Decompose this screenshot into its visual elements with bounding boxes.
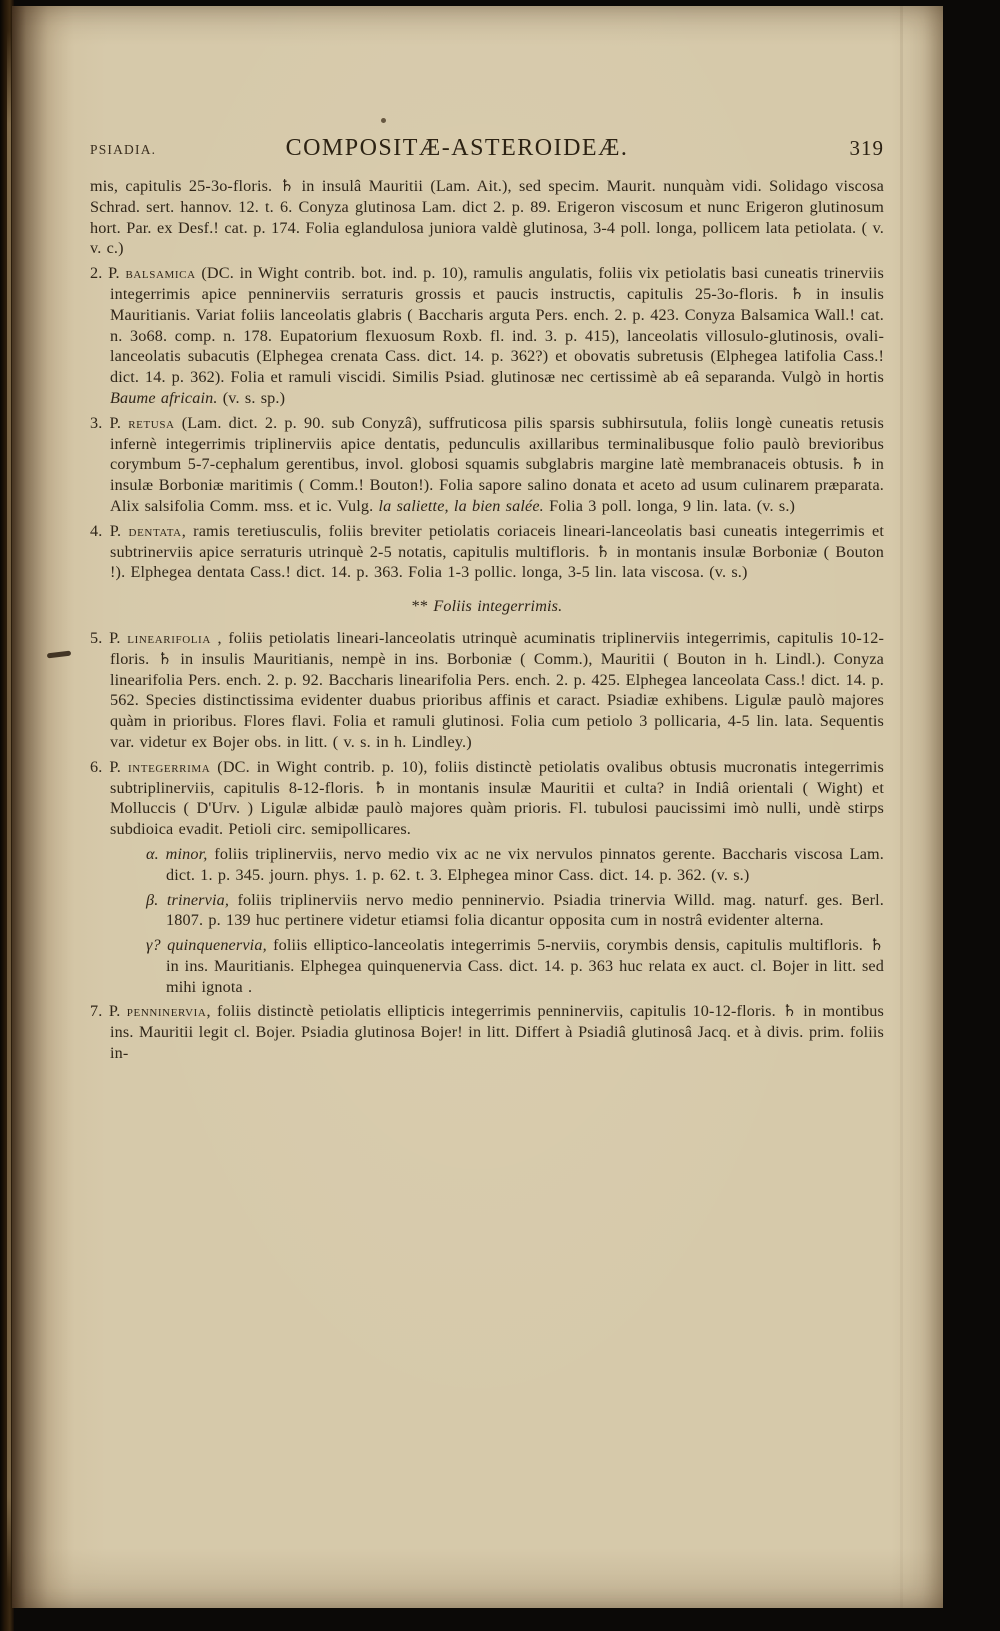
text-segment: Baume africain.: [110, 388, 218, 407]
paragraph: [90, 628, 884, 753]
paragraph: [90, 176, 884, 259]
text-segment: (DC. in Wight contrib. p. 10), foliis distinctè petiolatis ovalibus obtusis mucronatis integerrimis subtriplinerviis, capitulis 8-12-floris. ♄ in montanis insulæ Mauritii et culta? in Indiâ orientali ( Wight) et Molluccis ( D'Urv. ) Ligulæ albidæ paulò majores quàm prioris. Fl. tubulosi paucissimi imò nulli, undè stirps subdioica evadit. Petioli circ. semipollicares.: [110, 757, 884, 839]
paragraph: [90, 757, 884, 840]
text-block: [90, 118, 884, 1068]
text-segment: Foliis integerrimis.: [433, 597, 563, 616]
text-segment: linearifolia: [127, 628, 211, 647]
text-segment: (v. s. sp.): [217, 388, 286, 407]
page-paper: [12, 6, 943, 1608]
section-heading: [90, 596, 884, 617]
text-segment: 7. P.: [90, 1002, 127, 1021]
text-segment: **: [411, 597, 434, 616]
paragraph: [90, 413, 884, 517]
text-segment: dentata: [128, 521, 182, 540]
text-segment: retusa: [128, 413, 175, 432]
text-segment: β. trinervia,: [146, 890, 230, 909]
text-segment: 2. P.: [90, 264, 126, 283]
text-segment: , foliis distinctè petiolatis ellipticis integerrimis penninerviis, capitulis 10-12-floris. ♄ in montibus ins. Mauritii legit cl. Bojer. Psiadia glutinosa Bojer! in litt. Differt à Psiadiâ glutinosâ Jacq. et à divis. prim. foliis in-: [110, 1002, 884, 1063]
paragraph: [90, 521, 884, 583]
page-number: 319: [849, 136, 884, 160]
page-edge-sliver: [7, 30, 11, 1590]
text-segment: 3. P.: [90, 413, 129, 432]
paragraph: [146, 890, 884, 932]
text-segment: balsamica: [125, 264, 196, 283]
text-segment: penninervia: [126, 1002, 207, 1021]
text-segment: , foliis petiolatis lineari-lanceolatis utrinquè acuminatis triplinerviis integerrimis, capitulis 10-12-floris. ♄ in insulis Mauritianis, nempè in ins. Borboniæ ( Comm.), Mauritii ( Bouton in h. Lindl.). Conyza linearifolia Pers. ench. 2. p. 92. Baccharis linearifolia Pers. ench. 2. p. 425. Elphegea lanceolata Cass.! dict. 14. p. 562. Species distinctissima evidenter duabus prioribus affinis et caract. Psiadiæ exhibens. Ligulæ paulò majores quàm in prioribus. Flores flavi. Folia et ramuli glutinosi. Folia cum petiolo 3 pollicaria, 4-5 lin. lata. Sequentis var. videtur ex Bojer obs. in litt. ( v. s. in h. Lindley.): [110, 628, 884, 751]
text-segment: (DC. in Wight contrib. bot. ind. p. 10), ramulis angulatis, foliis vix petiolatis basi cuneatis trinerviis integerrimis apice penninerviis serraturis grossis et paucis instructis, capitulis 25-3o-floris. ♄ in insulis Mauritianis. Variat foliis lanceolatis glabris ( Baccharis arguta Pers. ench. 2. p. 423. Conyza Balsamica Wall.! cat. n. 3o68. comp. n. 178. Eupatorium flexuosum Roxb. fl. ind. 3. p. 415), lanceolatis villosulo-glutinosis, ovali-lanceolatis subacutis (Elphegea crenata Cass. dict. 14. p. 362?) et obovatis subretusis (Elphegea latifolia Cass.! dict. 14. p. 362). Folia et ramuli viscidi. Similis Psiad. glutinosæ nec certissimè ab eâ separanda. Vulgò in hortis: [110, 264, 884, 387]
paragraph: [146, 844, 884, 886]
text-segment: foliis triplinerviis, nervo medio vix ac ne vix nervulos pinnatos gerente. Baccharis viscosa Lam. dict. 1. p. 345. journ. phys. 1. p. 62. t. 3. Elphegea minor Cass. dict. 14. p. 362. (v. s.): [166, 844, 884, 884]
text-segment: 4. P.: [90, 521, 129, 540]
running-header: [90, 118, 884, 162]
text-segment: 6. P.: [90, 757, 128, 776]
text-segment: (Lam. dict. 2. p. 90. sub Conyzâ), suffruticosa pilis sparsis subhirsutula, foliis longè cuneatis retusis infernè integerrimis triplinerviis apice dentatis, pedunculis axillaribus terminalibusque folio paulò brevioribus corymbum 5-7-cephalum gerentibus, invol. globosi squamis subglabris margine latè membranaceis obtusis. ♄ in insulæ Borboniæ maritimis ( Comm.! Bouton!). Folia sapore salino donata et aceto ad usum culinarem præparata. Alix salsifolia Comm. mss. et ic. Vulg.: [110, 413, 884, 515]
text-segment: 5. P.: [90, 628, 128, 647]
text-segment: α. minor,: [146, 844, 208, 863]
text-segment: foliis triplinerviis nervo medio penninervio. Psiadia trinervia Willd. mag. naturf. ges. Berl. 1807. p. 139 huc pertinere videtur etiamsi folia dicantur opposita cum in nostrâ evidenter alterna.: [166, 890, 884, 930]
page-title: COMPOSITÆ-ASTEROIDEÆ.: [285, 135, 629, 161]
paragraph: [90, 263, 884, 409]
paragraph: [90, 1001, 884, 1063]
text-segment: integerrima: [127, 757, 211, 776]
text-segment: γ? quinquenervia,: [146, 936, 267, 955]
text-segment: la saliette, la bien salée.: [378, 496, 544, 515]
text-segment: foliis elliptico-lanceolatis integerrimis 5-nerviis, corymbis densis, capitulis multifloris. ♄ in ins. Mauritianis. Elphegea quinquenervia Cass. dict. 14. p. 363 huc relata ex auct. cl. Bojer in litt. sed mihi ignota .: [166, 936, 885, 996]
text-segment: Folia 3 poll. longa, 9 lin. lata. (v. s.): [543, 496, 796, 515]
paragraphs: [90, 176, 884, 1064]
paper-crease: [900, 6, 903, 1608]
text-segment: mis, capitulis 25-3o-floris. ♄ in insulâ Mauritii (Lam. Ait.), sed specim. Maurit. nunquàm vidi. Solidago viscosa Schrad. sert. hannov. 12. t. 6. Conyza glutinosa Lam. dict 2. p. 89. Erigeron viscosum et nunc Erigeron glutinosum hort. Par. ex Desf.! cat. p. 174. Folia eglandulosa juniora valdè glutinosa, 3-4 poll. longa, pollicem lata petiolata. ( v. v. c.): [90, 177, 884, 258]
text-segment: , ramis teretiusculis, foliis breviter petiolatis coriaceis lineari-lanceolatis basi cuneatis integerrimis et subtrinerviis apice serraturis utrinquè 2-5 notatis, capitulis multifloris. ♄ in montanis insulæ Borboniæ ( Bouton !). Elphegea dentata Cass.! dict. 14. p. 363. Folia 1-3 pollic. longa, 3-5 lin. lata viscosa. (v. s.): [110, 521, 885, 582]
paragraph: [146, 935, 884, 997]
running-title-left: PSIADIA.: [90, 142, 157, 157]
